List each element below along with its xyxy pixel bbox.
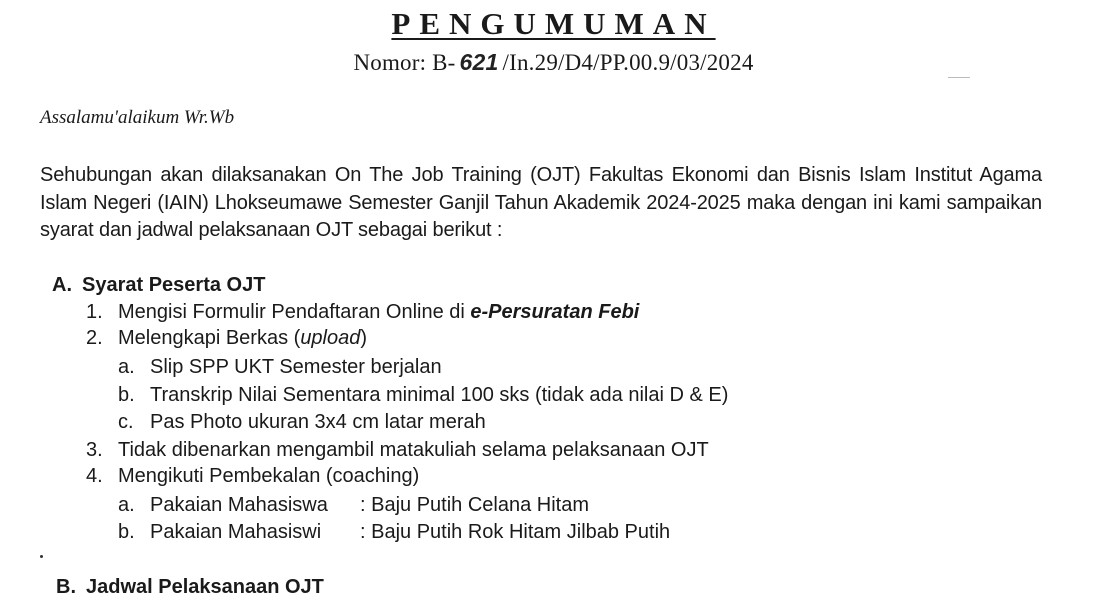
list-item-value: : Baju Putih Celana Hitam [360,494,590,516]
list-item [118,409,486,435]
intro-text: Sehubungan akan dilaksanakan On The Job Training (OJT) Fakultas Ekonomi dan Bisnis Islam Institut Agama Islam Negeri (IAIN) Lhokseumawe Semester Ganjil Tahun Akademik 2024-2025 maka dengan ini kami sampaikan syarat dan jadwal pelaksanaan OJT sebagai berikut : [40,164,1042,241]
list-item [118,492,589,518]
letter-number-suffix: /In.29/D4/PP.00.9/03/2024 [502,50,754,75]
section-b-title: Jadwal Pelaksanaan OJT [86,576,324,598]
scan-speck [40,555,43,558]
list-marker: b. [118,521,135,543]
list-item-label: Pakaian Mahasiswi [150,521,322,543]
list-marker: 2. [86,327,103,349]
section-a-heading [52,272,265,298]
list-item-text: Mengikuti Pembekalan (coaching) [118,465,420,487]
list-item [86,325,367,351]
list-item [118,354,442,380]
list-item-text: Melengkapi Berkas ( [118,327,301,349]
page-title [0,6,1107,42]
list-item [86,437,709,463]
list-item-text: Slip SPP UKT Semester berjalan [150,356,442,378]
list-item-emphasis: e-Persuratan Febi [470,301,640,323]
list-marker: a. [118,494,135,516]
list-item-text: Transkrip Nilai Sementara minimal 100 sks (tidak ada nilai D & E) [150,384,729,406]
list-marker: 4. [86,465,103,487]
list-item-text-after: ) [360,327,368,349]
section-a-title: Syarat Peserta OJT [82,274,266,296]
list-item [118,382,728,408]
list-item-text: Pas Photo ukuran 3x4 cm latar merah [150,411,486,433]
list-item-value: : Baju Putih Rok Hitam Jilbab Putih [360,521,671,543]
list-marker: 1. [86,301,103,323]
section-b-heading [56,574,324,600]
letter-number-handwritten: 621 [459,49,499,75]
list-item [86,299,639,325]
list-item-text: Tidak dibenarkan mengambil matakuliah selama pelaksanaan OJT [118,439,709,461]
list-item-label: Pakaian Mahasiswa [150,494,328,516]
list-marker: 3. [86,439,103,461]
list-item-text: Mengisi Formulir Pendaftaran Online di [118,301,471,323]
scan-mark [948,77,970,78]
intro-paragraph [40,162,1042,245]
letter-number [0,48,1107,77]
greeting: Assalamu'alaikum Wr.Wb [40,107,235,128]
list-item-emphasis: upload [300,327,361,349]
list-marker: a. [118,356,135,378]
list-item [86,463,419,489]
list-marker: c. [118,411,134,433]
letter-number-prefix: Nomor: B- [353,50,456,75]
section-b-letter: B. [56,576,76,598]
title-text: PENGUMUMAN [391,6,716,41]
list-marker: b. [118,384,135,406]
list-item [118,519,670,545]
section-a-letter: A. [52,274,72,296]
